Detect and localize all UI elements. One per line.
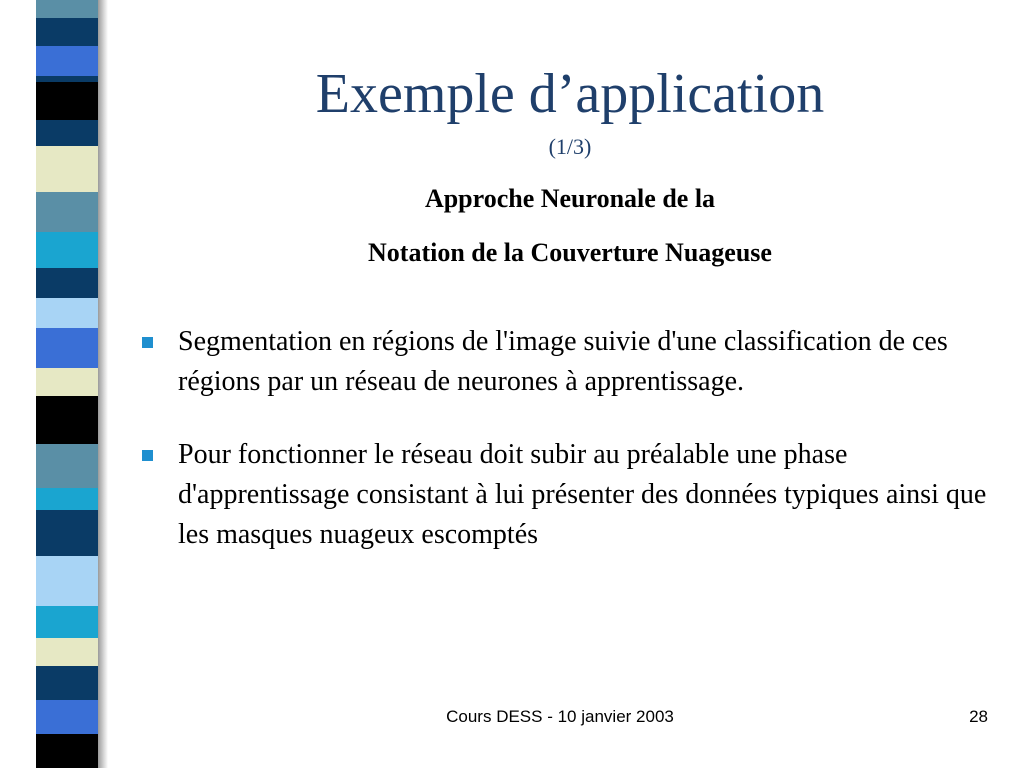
stripe-band	[36, 368, 98, 396]
heading-line-1: Approche Neuronale de la	[424, 184, 716, 213]
stripe-band	[36, 488, 98, 510]
stripe-band	[36, 298, 98, 328]
slide-title: Exemple d’application	[315, 63, 825, 125]
stripe-band	[36, 268, 98, 298]
square-bullet-icon	[142, 450, 153, 461]
stripe-band	[36, 328, 98, 368]
stripe-band	[36, 232, 98, 268]
decorative-stripe	[36, 0, 98, 768]
stripe-band	[36, 606, 98, 638]
bullet-list	[140, 322, 1010, 588]
footer-text: Cours DESS - 10 janvier 2003	[446, 707, 674, 726]
stripe-band	[36, 638, 98, 666]
stripe-band	[36, 556, 98, 606]
heading-line-2: Notation de la Couverture Nuageuse	[368, 238, 772, 267]
stripe-band	[36, 396, 98, 444]
bullet-item	[140, 435, 1010, 555]
stripe-band	[36, 666, 98, 700]
stripe-band	[36, 46, 98, 76]
stripe-band	[36, 0, 98, 18]
stripe-band	[36, 18, 98, 46]
square-bullet-icon	[142, 337, 153, 348]
stripe-band	[36, 734, 98, 768]
decorative-stripe-shadow	[98, 0, 108, 768]
stripe-band	[36, 192, 98, 232]
page-number: 28	[969, 707, 988, 726]
bullet-text: Pour fonctionner le réseau doit subir au préalable une phase d'apprentissage consistant à lui présenter des données typiques ainsi que les masques nuageux escomptés	[178, 439, 987, 550]
stripe-band	[36, 444, 98, 488]
stripe-band	[36, 146, 98, 192]
slide-part-indicator: (1/3)	[548, 134, 592, 159]
stripe-band	[36, 510, 98, 556]
stripe-band	[36, 82, 98, 120]
stripe-band	[36, 700, 98, 734]
bullet-item	[140, 322, 1010, 402]
stripe-band	[36, 120, 98, 146]
bullet-text: Segmentation en régions de l'image suivie d'une classification de ces régions par un réseau de neurones à apprentissage.	[178, 326, 948, 397]
